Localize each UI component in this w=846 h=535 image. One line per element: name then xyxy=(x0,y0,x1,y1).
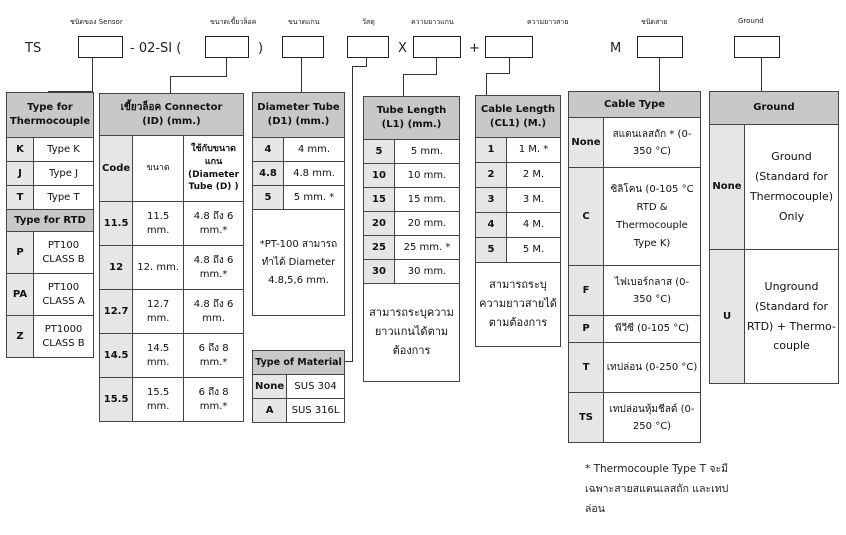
connector-line xyxy=(352,66,367,67)
value-cell: 4 M. xyxy=(507,213,561,238)
table-row[interactable] xyxy=(100,378,244,422)
code-cell: 30 xyxy=(364,260,395,284)
code-cell: A xyxy=(253,399,287,423)
tube-length-header: Tube Length (L1) (mm.) xyxy=(364,97,460,140)
value-cell: สแตนเลสถัก * (0-350 °C) xyxy=(604,118,701,168)
code-cell: 12 xyxy=(100,246,133,290)
table-row[interactable] xyxy=(364,260,460,284)
label-tube-size: ขนาดแกน xyxy=(288,18,320,26)
value-cell: 1 M. * xyxy=(507,138,561,163)
connector-line xyxy=(226,57,227,77)
material-table xyxy=(252,350,345,423)
tube-length-note: สามารถระบุความยาวแกนได้ตามต้องการ xyxy=(364,284,460,382)
code-cell: PA xyxy=(7,274,34,316)
value-cell: PT100 CLASS B xyxy=(34,232,94,274)
table-row[interactable] xyxy=(7,232,94,274)
tube-size-box[interactable] xyxy=(282,36,324,58)
column-header-code: Code xyxy=(100,136,133,202)
value-cell: ซิลิโคน (0-105 °C RTD & Thermocouple Type K) xyxy=(604,168,701,266)
tube-length-table xyxy=(363,96,460,382)
value-cell: 5 mm. xyxy=(395,140,460,164)
thermocouple-header: Type for Thermocouple xyxy=(7,93,94,138)
code-cell: T xyxy=(7,186,34,210)
connector-line xyxy=(403,74,404,96)
table-row[interactable] xyxy=(476,138,561,163)
connector-line xyxy=(403,74,437,75)
code-cell: 14.5 xyxy=(100,334,133,378)
cable-type-table xyxy=(568,91,701,443)
code-cell: P xyxy=(569,316,604,343)
label-tube-length: ความยาวแกน xyxy=(411,18,454,26)
table-row[interactable] xyxy=(7,186,94,210)
label-connector-size: ขนาดเขี้ยวล็อค xyxy=(210,18,257,26)
table-row[interactable] xyxy=(710,250,839,384)
code-close-paren: ) xyxy=(258,41,264,56)
code-cell: U xyxy=(710,250,745,384)
rtd-header: Type for RTD xyxy=(7,210,94,232)
code-cell: 20 xyxy=(364,212,395,236)
value-cell: 5 mm. * xyxy=(284,186,345,210)
table-row[interactable] xyxy=(253,138,345,162)
table-row[interactable] xyxy=(364,188,460,212)
label-material: วัสดุ xyxy=(362,18,375,26)
code-dash: - 02-SI ( xyxy=(130,41,182,56)
cable-type-box[interactable] xyxy=(637,36,683,58)
value-cell: Type J xyxy=(34,162,94,186)
code-cell: 4 xyxy=(253,138,284,162)
material-header: Type of Material xyxy=(253,351,345,375)
code-plus: + xyxy=(469,41,480,56)
table-row[interactable] xyxy=(476,188,561,213)
code-cell: None xyxy=(710,125,745,250)
fit-cell: 6 ถึง 8 mm.* xyxy=(184,378,244,422)
tube-length-box[interactable] xyxy=(413,36,461,58)
connector-line xyxy=(761,57,762,91)
table-row[interactable] xyxy=(476,238,561,263)
table-row[interactable] xyxy=(569,316,701,343)
ground-table xyxy=(709,91,839,384)
table-row[interactable] xyxy=(569,118,701,168)
value-cell: พีวีซี (0-105 °C) xyxy=(604,316,701,343)
connector-header xyxy=(100,94,244,136)
table-row[interactable] xyxy=(364,164,460,188)
cable-length-header: Cable Length (CL1) (M.) xyxy=(476,96,561,138)
cable-length-box[interactable] xyxy=(485,36,533,58)
cable-length-note: สามารถระบุความยาวสายได้ตามต้องการ xyxy=(476,263,561,347)
label-cable-type: ชนิดสาย xyxy=(641,18,668,26)
code-cell: 11.5 xyxy=(100,202,133,246)
code-cell: 12.7 xyxy=(100,290,133,334)
fit-cell: 4.8 ถึง 6 mm.* xyxy=(184,202,244,246)
diameter-note: *PT-100 สามารถทำได้ Diameter 4.8,5,6 mm. xyxy=(253,210,345,316)
ground-header: Ground xyxy=(710,92,839,125)
code-cell: None xyxy=(569,118,604,168)
connector-header-en: Connector xyxy=(164,101,223,113)
connector-line xyxy=(352,66,353,361)
table-row[interactable] xyxy=(253,399,345,423)
value-cell: SUS 304 xyxy=(287,375,345,399)
value-cell: 4 mm. xyxy=(284,138,345,162)
code-cell: P xyxy=(7,232,34,274)
code-cell: 5 xyxy=(253,186,284,210)
value-cell: เทปล่อน (0-250 °C) xyxy=(604,343,701,393)
value-cell: 2 M. xyxy=(507,163,561,188)
table-row[interactable] xyxy=(253,186,345,210)
value-cell: SUS 316L xyxy=(287,399,345,423)
code-cell: 2 xyxy=(476,163,507,188)
table-row[interactable] xyxy=(100,246,244,290)
table-row[interactable] xyxy=(569,266,701,316)
column-header-fit: ใช้กับขนาดแกน (Diameter Tube (D) ) xyxy=(184,136,244,202)
value-cell: 10 mm. xyxy=(395,164,460,188)
cable-type-header: Cable Type xyxy=(569,92,701,118)
value-cell: เทปล่อนหุ้มชีลด์ (0-250 °C) xyxy=(604,393,701,443)
code-cell: T xyxy=(569,343,604,393)
connector-header-unit: (ID) (mm.) xyxy=(142,115,201,127)
code-cell: None xyxy=(253,375,287,399)
value-cell: Type T xyxy=(34,186,94,210)
code-cell: TS xyxy=(569,393,604,443)
material-box[interactable] xyxy=(347,36,389,58)
size-cell: 12. mm. xyxy=(133,246,184,290)
code-cell: 4.8 xyxy=(253,162,284,186)
table-row[interactable] xyxy=(364,236,460,260)
table-row[interactable] xyxy=(476,163,561,188)
fit-cell: 4.8 ถึง 6 mm.* xyxy=(184,246,244,290)
connector-line xyxy=(170,76,227,77)
code-cell: J xyxy=(7,162,34,186)
table-row[interactable] xyxy=(476,213,561,238)
table-row[interactable] xyxy=(569,393,701,443)
code-cell: 15 xyxy=(364,188,395,212)
table-row[interactable] xyxy=(364,140,460,164)
code-cell: 3 xyxy=(476,188,507,213)
code-cell: 1 xyxy=(476,138,507,163)
value-cell: 25 mm. * xyxy=(395,236,460,260)
table-row[interactable] xyxy=(7,138,94,162)
connector-line xyxy=(486,73,510,74)
table-row[interactable] xyxy=(7,316,94,358)
code-x: X xyxy=(398,41,407,56)
label-ground: Ground xyxy=(738,17,764,25)
value-cell: PT100 CLASS A xyxy=(34,274,94,316)
value-cell: 15 mm. xyxy=(395,188,460,212)
column-header-size: ขนาด xyxy=(133,136,184,202)
connector-line xyxy=(92,57,93,92)
value-cell: Type K xyxy=(34,138,94,162)
code-cell: 5 xyxy=(364,140,395,164)
sensor-type-table xyxy=(6,92,94,358)
value-cell: Unground (Standard for RTD) + Thermo- couple xyxy=(745,250,839,384)
code-cell: 4 xyxy=(476,213,507,238)
value-cell: ไฟเบอร์กลาส (0-350 °C) xyxy=(604,266,701,316)
label-sensor-type: ชนิดของ Sensor xyxy=(70,18,123,26)
size-cell: 14.5 mm. xyxy=(133,334,184,378)
sensor-type-box[interactable] xyxy=(78,36,123,58)
code-cell: C xyxy=(569,168,604,266)
code-cell: 25 xyxy=(364,236,395,260)
connector-line xyxy=(509,57,510,74)
table-row[interactable] xyxy=(364,212,460,236)
table-row[interactable] xyxy=(7,162,94,186)
table-row[interactable] xyxy=(100,202,244,246)
code-cell: K xyxy=(7,138,34,162)
table-row[interactable] xyxy=(100,334,244,378)
connector-size-box[interactable] xyxy=(205,36,249,58)
code-cell: 15.5 xyxy=(100,378,133,422)
value-cell: Ground (Standard for Thermocouple) Only xyxy=(745,125,839,250)
fit-cell: 6 ถึง 8 mm.* xyxy=(184,334,244,378)
label-cable-length: ความยาวสาย xyxy=(527,18,569,26)
cable-type-footnote: * Thermocouple Type T จะมีเฉพาะสายสแตนเลสถัก และเทปล่อน xyxy=(585,463,729,515)
code-m: M xyxy=(610,41,622,56)
value-cell: 30 mm. xyxy=(395,260,460,284)
code-cell: 5 xyxy=(476,238,507,263)
connector-line xyxy=(301,57,302,93)
fit-cell: 4.8 ถึง 6 mm. xyxy=(184,290,244,334)
size-cell: 11.5 mm. xyxy=(133,202,184,246)
table-row[interactable] xyxy=(253,375,345,399)
connector-table xyxy=(99,93,244,422)
table-row[interactable] xyxy=(7,274,94,316)
code-prefix: TS xyxy=(25,41,42,56)
connector-line xyxy=(486,73,487,95)
table-row[interactable] xyxy=(253,162,345,186)
diameter-table xyxy=(252,92,345,316)
code-cell: F xyxy=(569,266,604,316)
table-row[interactable] xyxy=(100,290,244,334)
value-cell: PT1000 CLASS B xyxy=(34,316,94,358)
value-cell: 4.8 mm. xyxy=(284,162,345,186)
connector-header-thai: เขี้ยวล็อค xyxy=(120,101,162,113)
size-cell: 12.7 mm. xyxy=(133,290,184,334)
value-cell: 20 mm. xyxy=(395,212,460,236)
ground-box[interactable] xyxy=(734,36,780,58)
value-cell: 3 M. xyxy=(507,188,561,213)
code-cell: Z xyxy=(7,316,34,358)
connector-line xyxy=(345,361,353,362)
table-row[interactable] xyxy=(569,343,701,393)
size-cell: 15.5 mm. xyxy=(133,378,184,422)
diameter-header: Diameter Tube (D1) (mm.) xyxy=(253,93,345,138)
table-row[interactable] xyxy=(710,125,839,250)
value-cell: 5 M. xyxy=(507,238,561,263)
connector-line xyxy=(659,57,660,91)
connector-line xyxy=(436,57,437,75)
code-cell: 10 xyxy=(364,164,395,188)
cable-length-table xyxy=(475,95,561,347)
table-row[interactable] xyxy=(569,168,701,266)
connector-line xyxy=(170,76,171,94)
